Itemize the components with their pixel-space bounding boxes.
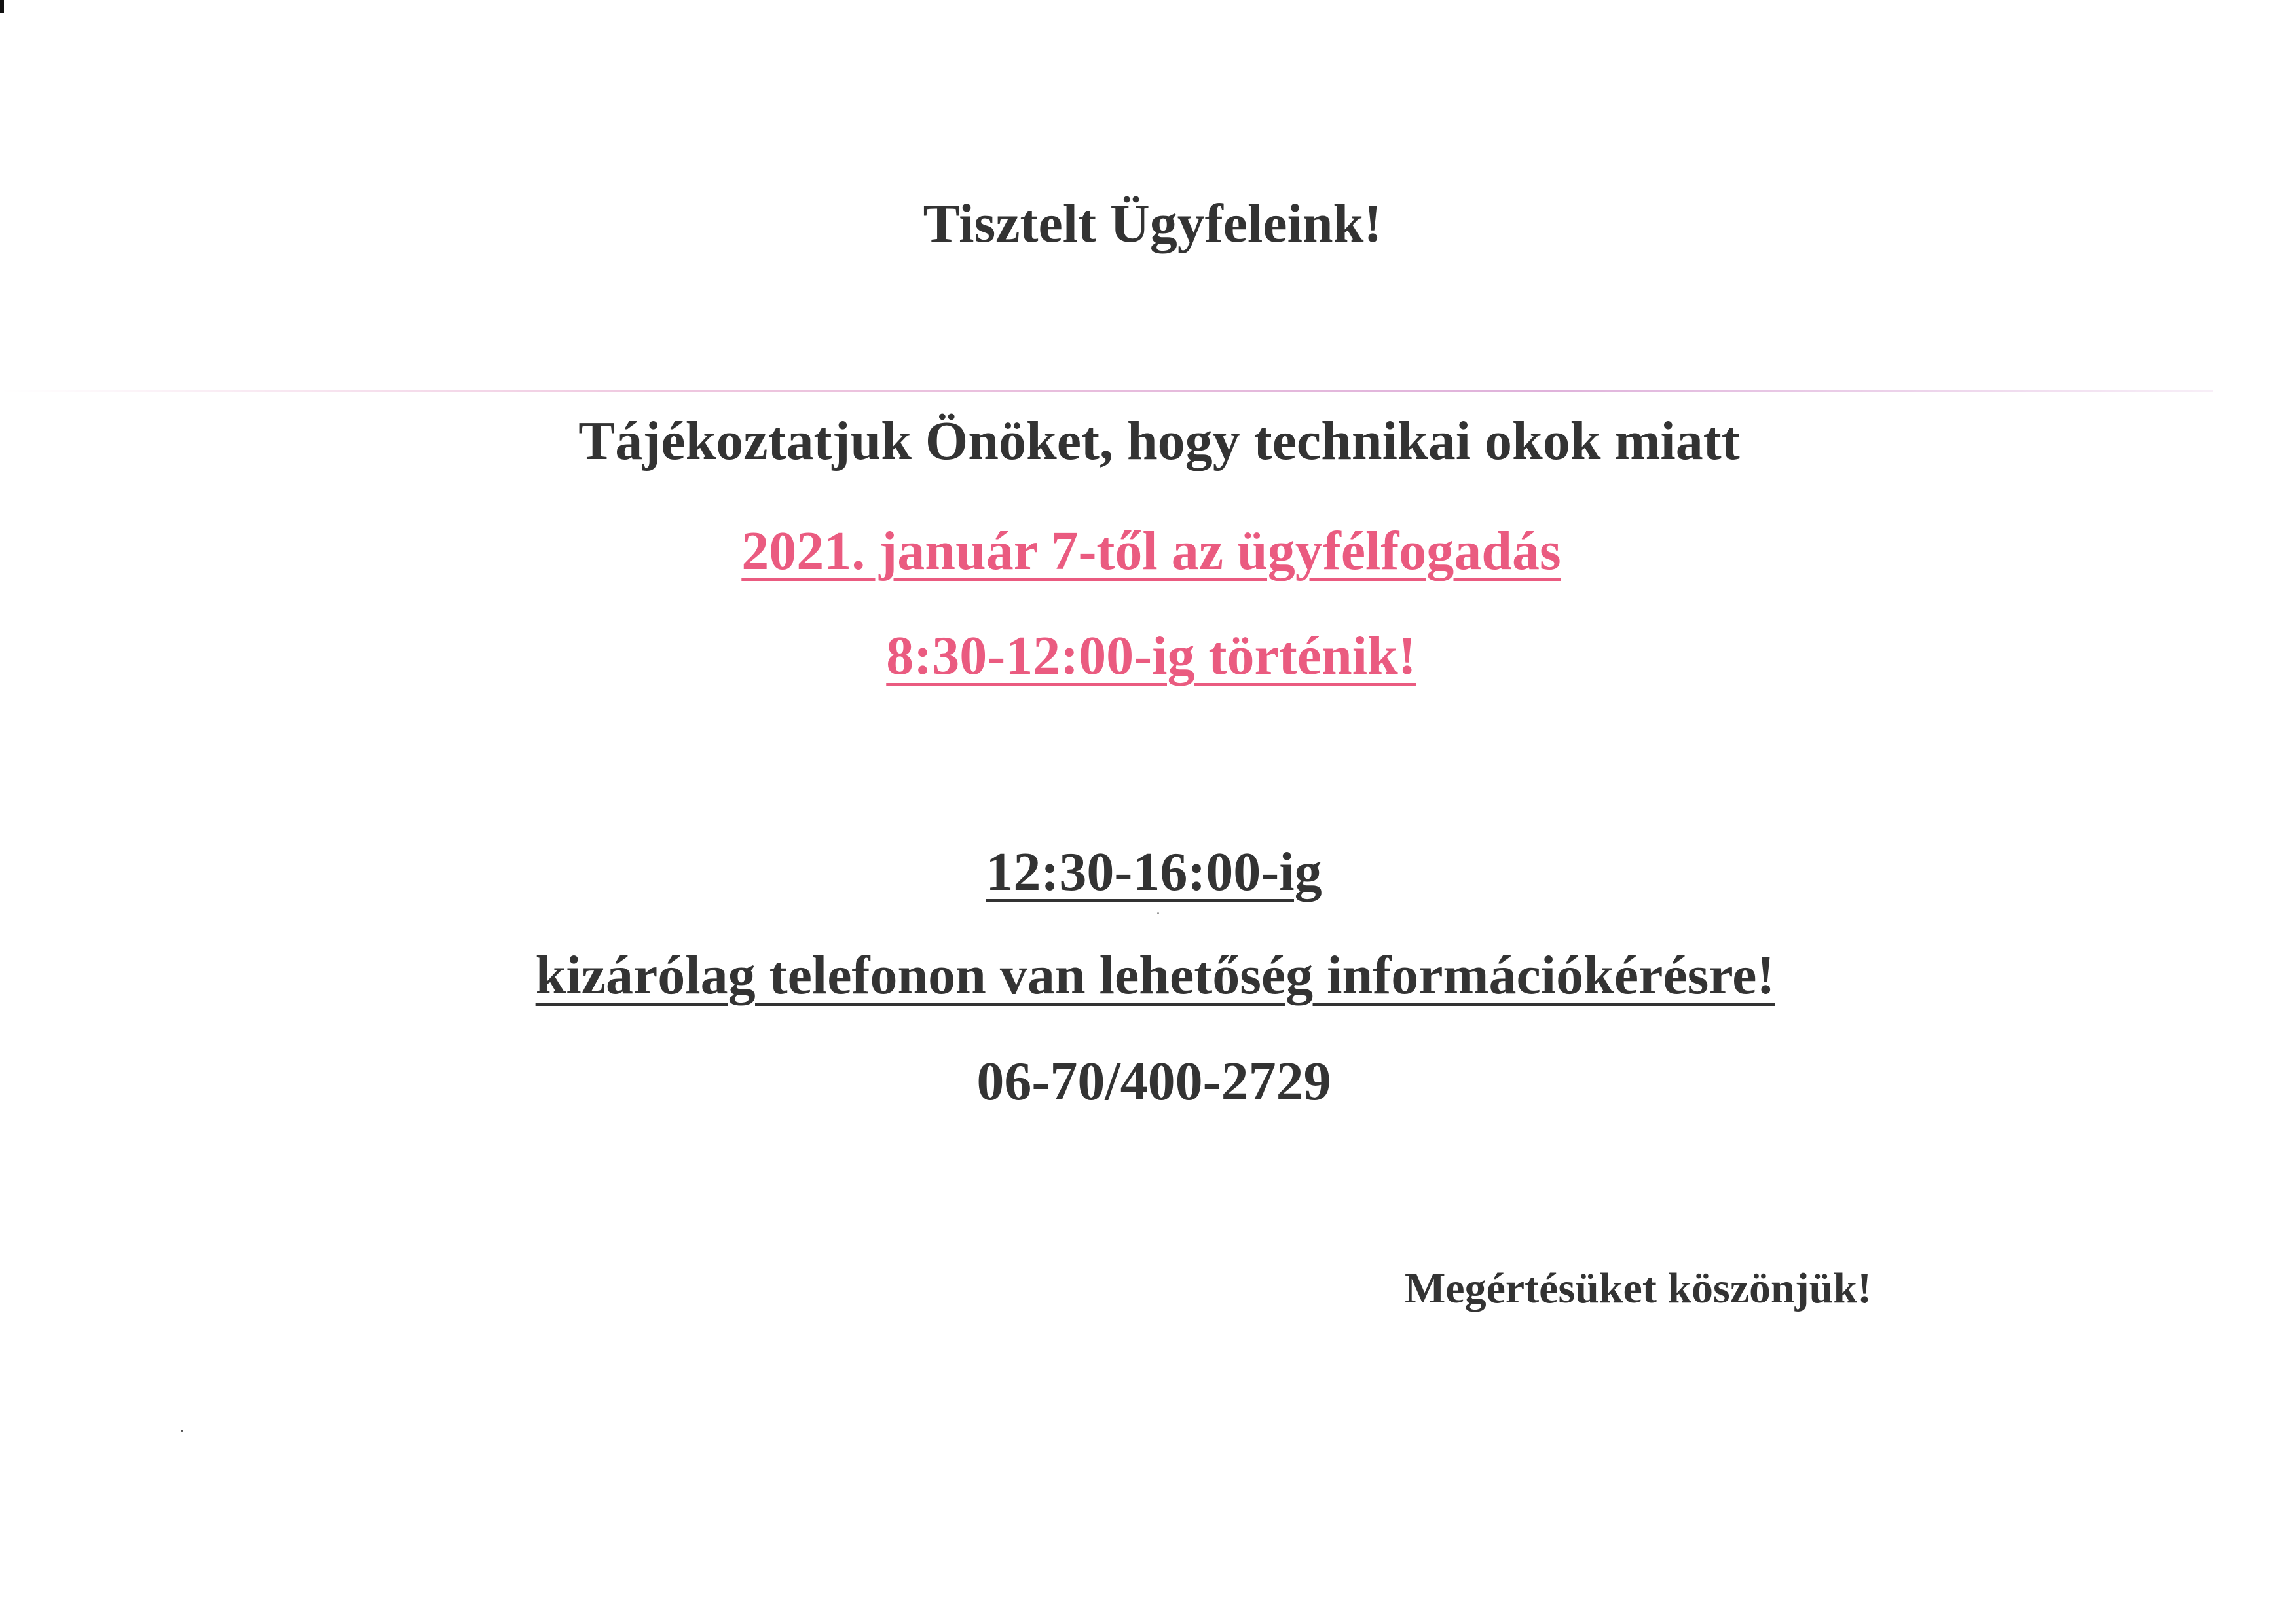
scan-corner-mark: [0, 0, 4, 13]
reception-date-text: 2021. január 7-től az ügyfélfogadás: [741, 521, 1561, 581]
closing-thanks: Megértésüket köszönjük!: [1405, 1264, 1872, 1312]
phone-number: 06-70/400-2729: [976, 1051, 1331, 1112]
scan-speck: [1157, 912, 1159, 914]
scan-artifact-line: [0, 390, 2213, 392]
phone-hours-text: 12:30-16:00-ig: [986, 841, 1322, 902]
reception-hours-text: 8:30-12:00-ig történik!: [886, 625, 1416, 686]
scan-speck: [181, 1430, 183, 1432]
greeting-heading: Tisztelt Ügyfeleink!: [923, 193, 1382, 254]
intro-text: Tájékoztatjuk Önöket, hogy technikai okok miatt: [578, 411, 1740, 471]
phone-only-notice: kizárólag telefonon van lehetőség információkérésre!: [535, 945, 1775, 1006]
